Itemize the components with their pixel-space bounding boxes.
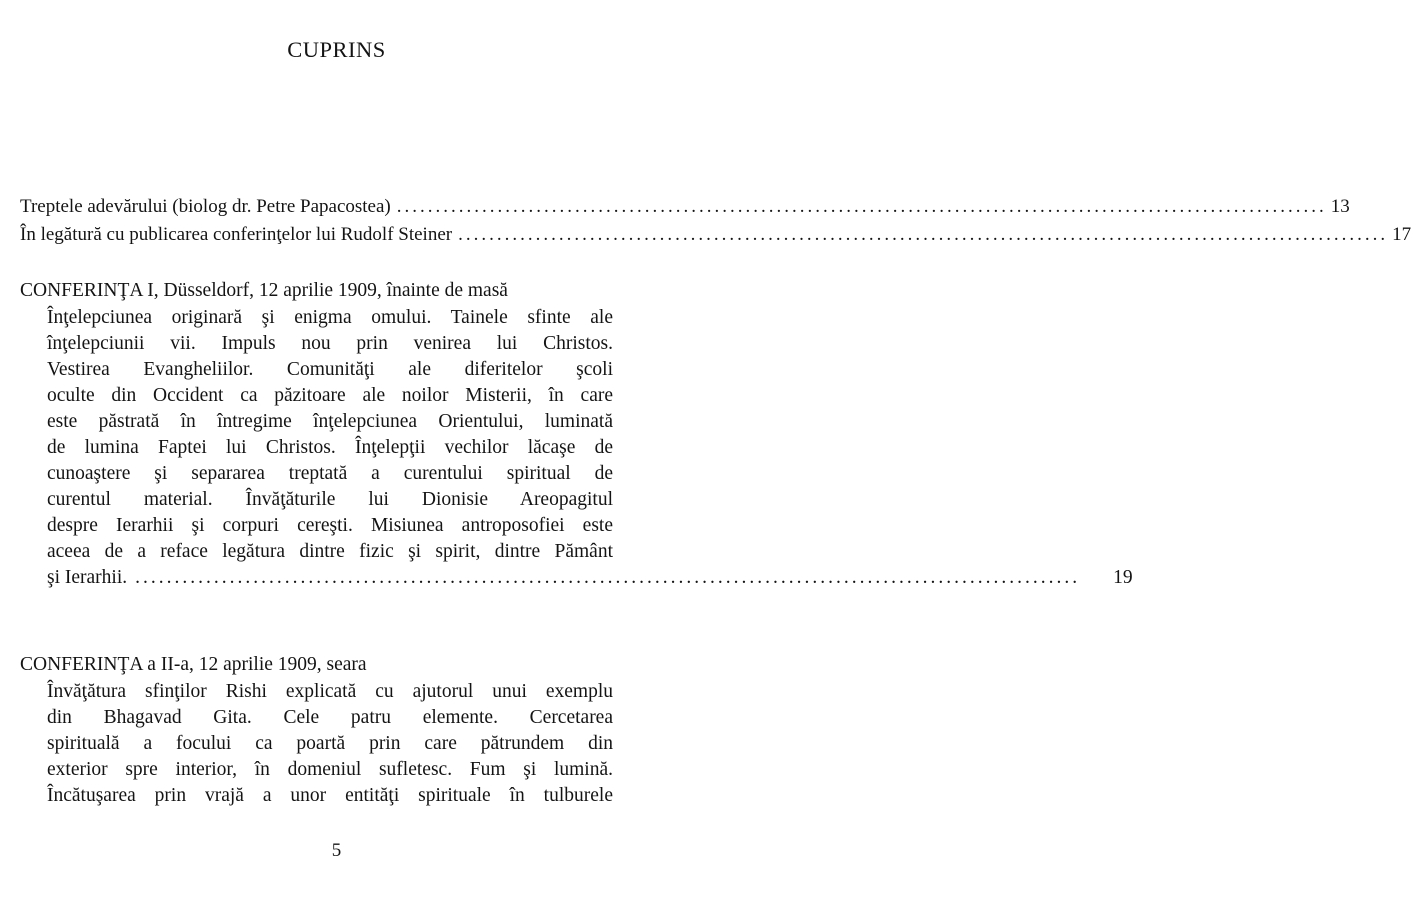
- summary-line: şi Ierarhii.: [47, 567, 128, 588]
- summary-line: de lumina Faptei lui Christos. Înţelepţii vechilor lăcaşe de: [47, 437, 613, 458]
- summary-line: înţelepciunii vii. Impuls nou prin venirea lui Christos.: [47, 333, 613, 354]
- summary-line: este păstrată în întregime înţelepciunea Orientului, luminată: [47, 411, 613, 432]
- toc-entry-page: 13: [1330, 196, 1350, 217]
- toc-entry-label: În legătură cu publicarea conferinţelor lui Rudolf Steiner: [20, 224, 453, 245]
- summary-line: spirituală a focului ca poartă prin care pătrundem din: [47, 733, 613, 754]
- dot-leader: ........................................................................................................................: [458, 224, 1389, 245]
- summary-line: cunoaştere şi separarea treptată a curentului spiritual de: [47, 463, 613, 484]
- summary-line: curentul material. Învăţăturile lui Dionisie Areopagitul: [47, 489, 613, 510]
- summary-line: Învăţătura sfinţilor Rishi explicată cu ajutorul unui exemplu: [47, 681, 613, 702]
- page-title: CUPRINS: [287, 37, 386, 62]
- page-number: 5: [331, 840, 342, 861]
- dot-leader: ........................................................................................................................: [135, 567, 1081, 588]
- summary-line: Înţelepciunea originară şi enigma omului. Tainele sfinte ale: [47, 307, 613, 328]
- summary-line: Încătuşarea prin vrajă a unor entităţi spirituale în tulburele: [47, 785, 613, 806]
- summary-line: aceea de a reface legătura dintre fizic şi spirit, dintre Pământ: [47, 541, 613, 562]
- summary-line: din Bhagavad Gita. Cele patru elemente. Cercetarea: [47, 707, 613, 728]
- section-heading: CONFERINŢA a II-a, 12 aprilie 1909, seara: [20, 654, 367, 675]
- summary-last-line: [47, 565, 1133, 591]
- section-heading: CONFERINŢA I, Düsseldorf, 12 aprilie 1909, înainte de masă: [20, 280, 508, 301]
- summary-line: Vestirea Evangheliilor. Comunităţi ale diferitelor şcoli: [47, 359, 613, 380]
- summary-line: exterior spre interior, în domeniul sufletesc. Fum şi lumină.: [47, 759, 613, 780]
- summary-line: oculte din Occident ca păzitoare ale noilor Misterii, în care: [47, 385, 613, 406]
- toc-entry: [20, 224, 1411, 246]
- toc-entry-label: Treptele adevărului (biolog dr. Petre Papacostea): [20, 196, 391, 217]
- toc-entry-page: 17: [1392, 224, 1411, 245]
- toc-entry: [20, 196, 1350, 218]
- section-summary: [47, 305, 1133, 591]
- section-page-number: 19: [1113, 567, 1133, 588]
- section-summary: [47, 679, 613, 809]
- dot-leader: ........................................................................................................................: [396, 196, 1327, 217]
- summary-line: despre Ierarhii şi corpuri cereşti. Misiunea antroposofiei este: [47, 515, 613, 536]
